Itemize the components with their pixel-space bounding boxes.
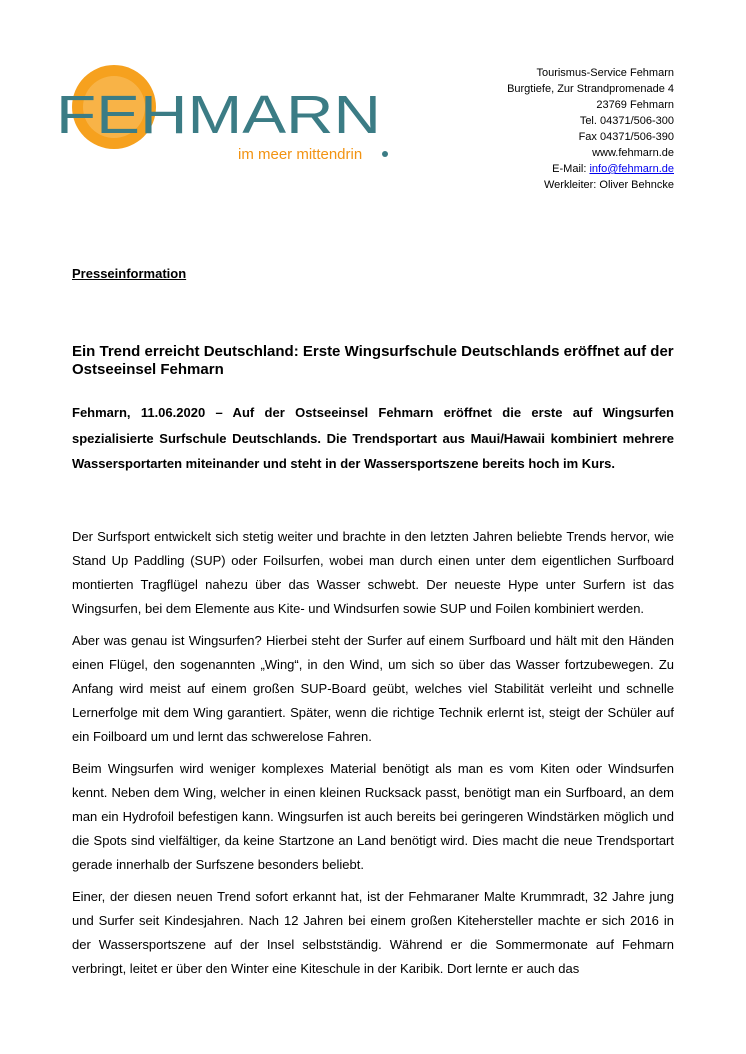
website: www.fehmarn.de: [592, 147, 674, 159]
email-link[interactable]: info@fehmarn.de: [589, 163, 674, 175]
headline: Ein Trend erreicht Deutschland: Erste Wingsurfschule Deutschlands eröffnet auf der Ostseeinsel Fehmarn: [72, 343, 674, 378]
logo-brand-text: FEHMARN: [56, 85, 381, 145]
email-label: E-Mail:: [552, 163, 590, 175]
contact-block: [414, 65, 674, 193]
tagline-dot-icon: [382, 151, 388, 157]
phone-number: Tel. 04371/506-300: [579, 115, 674, 127]
body-paragraph: Aber was genau ist Wingsurfen? Hierbei steht der Surfer auf einem Surfboard und hält mit den Händen einen Flügel, den sogenannten „Wing“, in den Wind, um sich so über das Wasser fortzubewegen. Zu Anfang wird meist auf einem großen SUP-Board geübt, welches viel Stabilität verleiht und schnelle Lernerfolge mit dem Wing garantiert. Später, wenn die richtige Technik erlernt ist, steigt der Schüler auf ein Foilboard um und lernt das schwerelose Fahren.: [72, 633, 674, 744]
logo-tagline-text: im meer mittendrin: [238, 146, 363, 163]
press-label: Presseinformation: [72, 266, 187, 281]
body-paragraph: Der Surfsport entwickelt sich stetig weiter und brachte in den letzten Jahren beliebte Trends hervor, wie Stand Up Paddling (SUP) oder Foilsurfen, wobei man durch einen unter dem eigentlichen Surfboard montierten Tragflügel nahezu über das Wasser schwebt. Der neueste Hype unter Surfern ist das Wingsurfen, bei dem Elemente aus Kite- und Windsurfen sowie SUP und Foilen kombiniert werden.: [72, 529, 674, 616]
fax-number: Fax 04371/506-390: [578, 131, 674, 143]
fehmarn-logo: [52, 62, 402, 172]
body-text: [72, 525, 674, 989]
org-name: Tourismus-Service Fehmarn: [536, 67, 674, 79]
body-paragraph: Beim Wingsurfen wird weniger komplexes Material benötigt als man es vom Kiten oder Windsurfen kennt. Neben dem Wing, welcher in einen kleinen Rucksack passt, benötigt man ein Surfboard, an dem man ein Hydrofoil befestigen kann. Wingsurfen ist auch bereits bei geringeren Windstärken möglich und die Spots sind vielfältiger, da keine Startzone an Land benötigt wird. Dies macht die neue Trendsportart gerade innerhalb der Surfszene besonders beliebt.: [72, 761, 674, 872]
street-address: Burgtiefe, Zur Strandpromenade 4: [507, 83, 674, 95]
email-line: [414, 161, 674, 177]
body-paragraph: Einer, der diesen neuen Trend sofort erkannt hat, ist der Fehmaraner Malte Krummradt, 32 Jahre jung und Surfer seit Kindesjahren. Nach 12 Jahren bei einem großen Kitehersteller machte er sich 2016 in der Wassersportszene auf der Insel selbstständig. Während er die Sommermonate auf Fehmarn verbringt, leitet er über den Winter eine Kiteschule in der Karibik. Dort lernte er auch das: [72, 889, 674, 976]
lead-paragraph: Fehmarn, 11.06.2020 – Auf der Ostseeinsel Fehmarn eröffnet die erste auf Wingsurfen spezialisierte Surfschule Deutschlands. Die Trendsportart aus Maui/Hawaii kombiniert mehrere Wassersportarten miteinander und steht in der Wassersportszene bereits hoch im Kurs.: [72, 405, 674, 471]
city-address: 23769 Fehmarn: [596, 99, 674, 111]
manager-name: Werkleiter: Oliver Behncke: [543, 179, 674, 191]
